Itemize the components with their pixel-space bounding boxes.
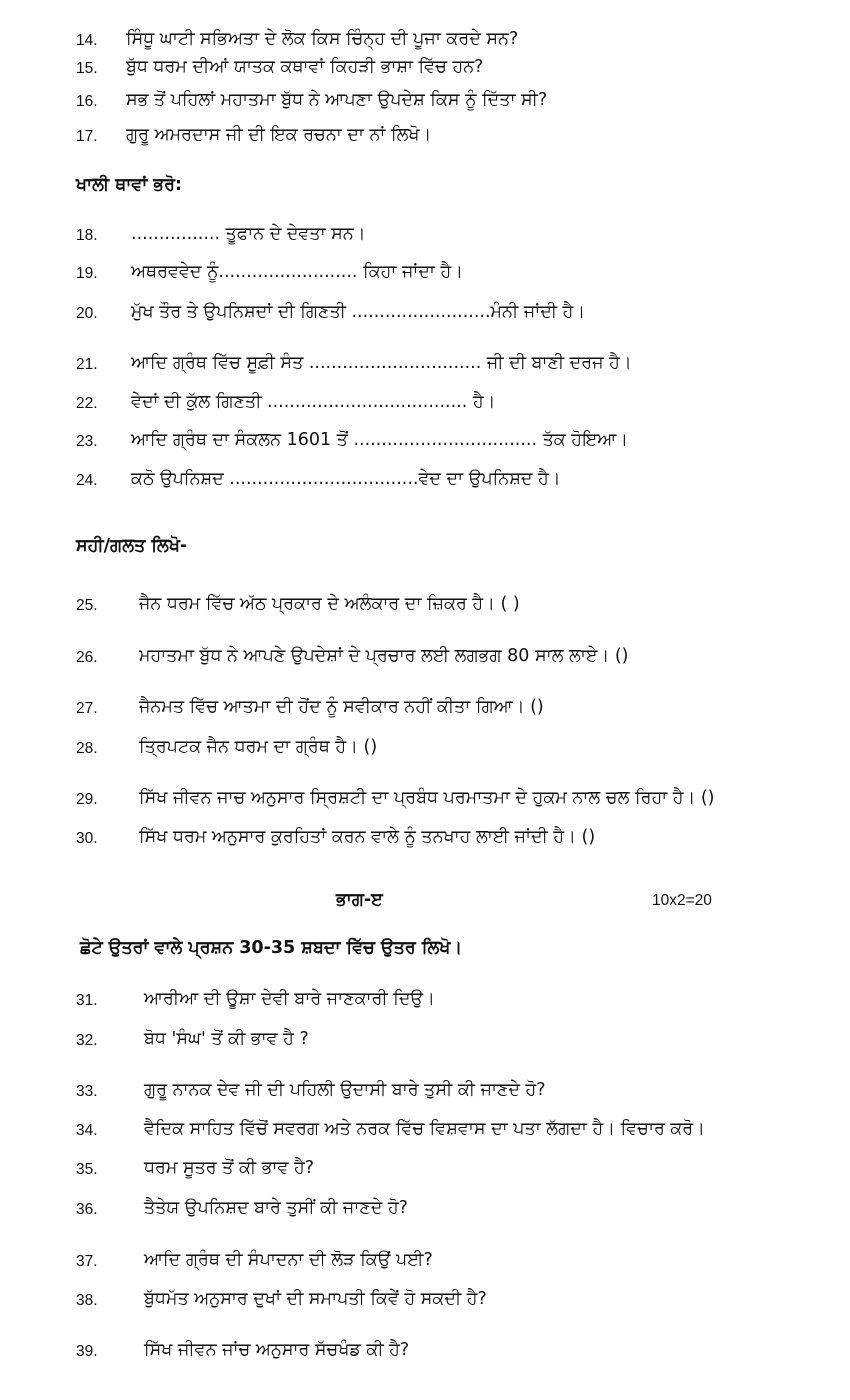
- question-text: ................ ਤੂਫਾਨ ਦੇ ਦੇਵਤਾ ਸਨ।: [131, 224, 366, 244]
- question-text: ਬੁੱਧ ਧਰਮ ਦੀਆਂ ਯਾਤਕ ਕਥਾਵਾਂ ਕਿਹੜੀ ਭਾਸ਼ਾ ਵਿੱਚ ਹਨ?: [126, 57, 484, 77]
- question-number: 14.: [76, 32, 98, 49]
- question-number: 35.: [76, 1161, 98, 1178]
- question-text: ਬੋਧ 'ਸੰਘ' ਤੋਂ ਕੀ ਭਾਵ ਹੈ ?: [144, 1029, 309, 1049]
- question-number: 36.: [76, 1201, 98, 1218]
- question-text: ਆਦਿ ਗ੍ਰੰਥ ਵਿੱਚ ਸੂਫ਼ੀ ਸੰਤ ............................... ਜੀ ਦੀ ਬਾਣੀ ਦਰਜ ਹੈ।: [131, 353, 632, 373]
- question-text: ਮਹਾਤਮਾ ਬੁੱਧ ਨੇ ਆਪਣੇ ਉਪਦੇਸ਼ਾਂ ਦੇ ਪ੍ਰਚਾਰ ਲਈ ਲਗਭਗ 80 ਸਾਲ ਲਾਏ। (): [139, 646, 629, 666]
- part-title: ਭਾਗ-ੲ: [336, 890, 383, 910]
- question-text: ਸਿੱਖ ਜੀਵਨ ਜਾਚ ਅਨੁਸਾਰ ਸ੍ਰਿਸ਼ਟੀ ਦਾ ਪ੍ਰਬੰਧ ਪਰਮਾਤਮਾ ਦੇ ਹੁਕਮ ਨਾਲ ਚਲ ਰਿਹਾ ਹੈ। (): [139, 788, 715, 808]
- question-text: ਧਰਮ ਸੂਤਰ ਤੋਂ ਕੀ ਭਾਵ ਹੈ?: [144, 1158, 315, 1178]
- fill-blanks-heading: ਖਾਲੀ ਥਾਵਾਂ ਭਰੋ:: [76, 175, 182, 195]
- question-number: 29.: [76, 791, 98, 808]
- question-number: 34.: [76, 1122, 98, 1139]
- question-text: ਆਰੀਆ ਦੀ ਊਸ਼ਾ ਦੇਵੀ ਬਾਰੇ ਜਾਣਕਾਰੀ ਦਿਉ।: [144, 989, 435, 1009]
- question-number: 33.: [76, 1083, 98, 1100]
- question-text: ਤ੍ਰਿਪਟਕ ਜੈਨ ਧਰਮ ਦਾ ਗ੍ਰੰਥ ਹੈ। (): [139, 737, 378, 757]
- question-number: 23.: [76, 433, 98, 450]
- question-number: 18.: [76, 227, 98, 244]
- question-text: ਸਿੱਖ ਧਰਮ ਅਨੁਸਾਰ ਕੁਰਹਿਤਾਂ ਕਰਨ ਵਾਲੇ ਨੂੰ ਤਨਖਾਹ ਲਾਈ ਜਾਂਦੀ ਹੈ। (): [139, 827, 596, 847]
- question-text: ਬੁੱਧਮੱਤ ਅਨੁਸਾਰ ਦੁਖਾਂ ਦੀ ਸਮਾਪਤੀ ਕਿਵੇਂ ਹੋ ਸਕਦੀ ਹੈ?: [144, 1289, 487, 1309]
- question-text: ਆਦਿ ਗ੍ਰੰਥ ਦਾ ਸੰਕਲਨ 1601 ਤੋਂ ................................. ਤੱਕ ਹੋਇਆ।: [131, 430, 629, 450]
- question-number: 37.: [76, 1253, 98, 1270]
- question-text: ਤੈਤੇਯ ਉਪਨਿਸ਼ਦ ਬਾਰੇ ਤੁਸੀਂ ਕੀ ਜਾਣਦੇ ਹੋ?: [144, 1198, 408, 1218]
- question-text: ਕਠੋ ਉਪਨਿਸ਼ਦ ..................................ਵੇਦ ਦਾ ਉਪਨਿਸ਼ਦ ਹੈ।: [131, 469, 561, 489]
- question-number: 30.: [76, 830, 98, 847]
- question-number: 27.: [76, 700, 98, 717]
- question-number: 16.: [76, 93, 98, 110]
- question-number: 21.: [76, 356, 98, 373]
- question-number: 26.: [76, 649, 98, 666]
- question-number: 38.: [76, 1292, 98, 1309]
- question-text: ਅਥਰਵਵੇਦ ਨੂੰ......................... ਕਿਹਾ ਜਾਂਦਾ ਹੈ।: [131, 262, 464, 282]
- question-text: ਆਦਿ ਗ੍ਰੰਥ ਦੀ ਸੰਪਾਦਨਾ ਦੀ ਲੋੜ ਕਿਉਂ ਪਈ?: [144, 1250, 433, 1270]
- question-text: ਗੁਰੂ ਅਮਰਦਾਸ ਜੀ ਦੀ ਇਕ ਰਚਨਾ ਦਾ ਨਾਂ ਲਿਖੋ।: [126, 125, 432, 145]
- question-number: 25.: [76, 597, 98, 614]
- question-number: 28.: [76, 740, 98, 757]
- question-text: ਜੈਨਮਤ ਵਿੱਚ ਆਤਮਾ ਦੀ ਹੋਂਦ ਨੂੰ ਸਵੀਕਾਰ ਨਹੀਂ ਕੀਤਾ ਗਿਆ। (): [139, 697, 544, 717]
- question-number: 31.: [76, 992, 98, 1009]
- question-number: 32.: [76, 1032, 98, 1049]
- question-number: 24.: [76, 472, 98, 489]
- question-number: 17.: [76, 128, 98, 145]
- marks-allocation: 10x2=20: [652, 892, 712, 909]
- question-number: 15.: [76, 60, 98, 77]
- question-text: ਮੁੱਖ ਤੌਰ ਤੇ ਉਪਨਿਸ਼ਦਾਂ ਦੀ ਗਿਣਤੀ .........................ਮੰਨੀ ਜਾਂਦੀ ਹੈ।: [131, 302, 586, 322]
- question-number: 22.: [76, 395, 98, 412]
- question-text: ਗੁਰੂ ਨਾਨਕ ਦੇਵ ਜੀ ਦੀ ਪਹਿਲੀ ਉਦਾਸੀ ਬਾਰੇ ਤੁਸੀ ਕੀ ਜਾਣਦੇ ਹੋ?: [144, 1080, 546, 1100]
- question-text: ਵੈਦਿਕ ਸਾਹਿਤ ਵਿੱਚੋਂ ਸਵਰਗ ਅਤੇ ਨਰਕ ਵਿੱਚ ਵਿਸ਼ਵਾਸ ਦਾ ਪਤਾ ਲੱਗਦਾ ਹੈ। ਵਿਚਾਰ ਕਰੋ।: [144, 1119, 705, 1139]
- question-text: ਜੈਨ ਧਰਮ ਵਿੱਚ ਅੱਠ ਪ੍ਰਕਾਰ ਦੇ ਅਲੰਕਾਰ ਦਾ ਜ਼ਿਕਰ ਹੈ। ( ): [139, 594, 520, 614]
- part-instruction: ਛੋਟੇ ਉਤਰਾਂ ਵਾਲੇ ਪ੍ਰਸ਼ਨ 30-35 ਸ਼ਬਦਾ ਵਿੱਚ ਉਤਰ ਲਿਖੋ।: [80, 938, 463, 958]
- question-number: 19.: [76, 265, 98, 282]
- question-number: 20.: [76, 305, 98, 322]
- question-text: ਵੇਦਾਂ ਦੀ ਕੁੱਲ ਗਿਣਤੀ .................................... ਹੈ।: [131, 392, 496, 412]
- question-text: ਸਿੰਧੂ ਘਾਟੀ ਸਭਿਅਤਾ ਦੇ ਲੋਕ ਕਿਸ ਚਿੰਨ੍ਹ ਦੀ ਪੂਜਾ ਕਰਦੇ ਸਨ?: [126, 29, 519, 49]
- true-false-heading: ਸਹੀ/ਗਲਤ ਲਿਖੋ-: [76, 536, 188, 556]
- question-number: 39.: [76, 1343, 98, 1360]
- question-text: ਸਿੱਖ ਜੀਵਨ ਜਾਂਚ ਅਨੁਸਾਰ ਸੱਚਖੰਡ ਕੀ ਹੈ?: [144, 1340, 410, 1360]
- question-text: ਸਭ ਤੋਂ ਪਹਿਲਾਂ ਮਹਾਤਮਾ ਬੁੱਧ ਨੇ ਆਪਣਾ ਉਪਦੇਸ਼ ਕਿਸ ਨੂੰ ਦਿੱਤਾ ਸੀ?: [126, 90, 548, 110]
